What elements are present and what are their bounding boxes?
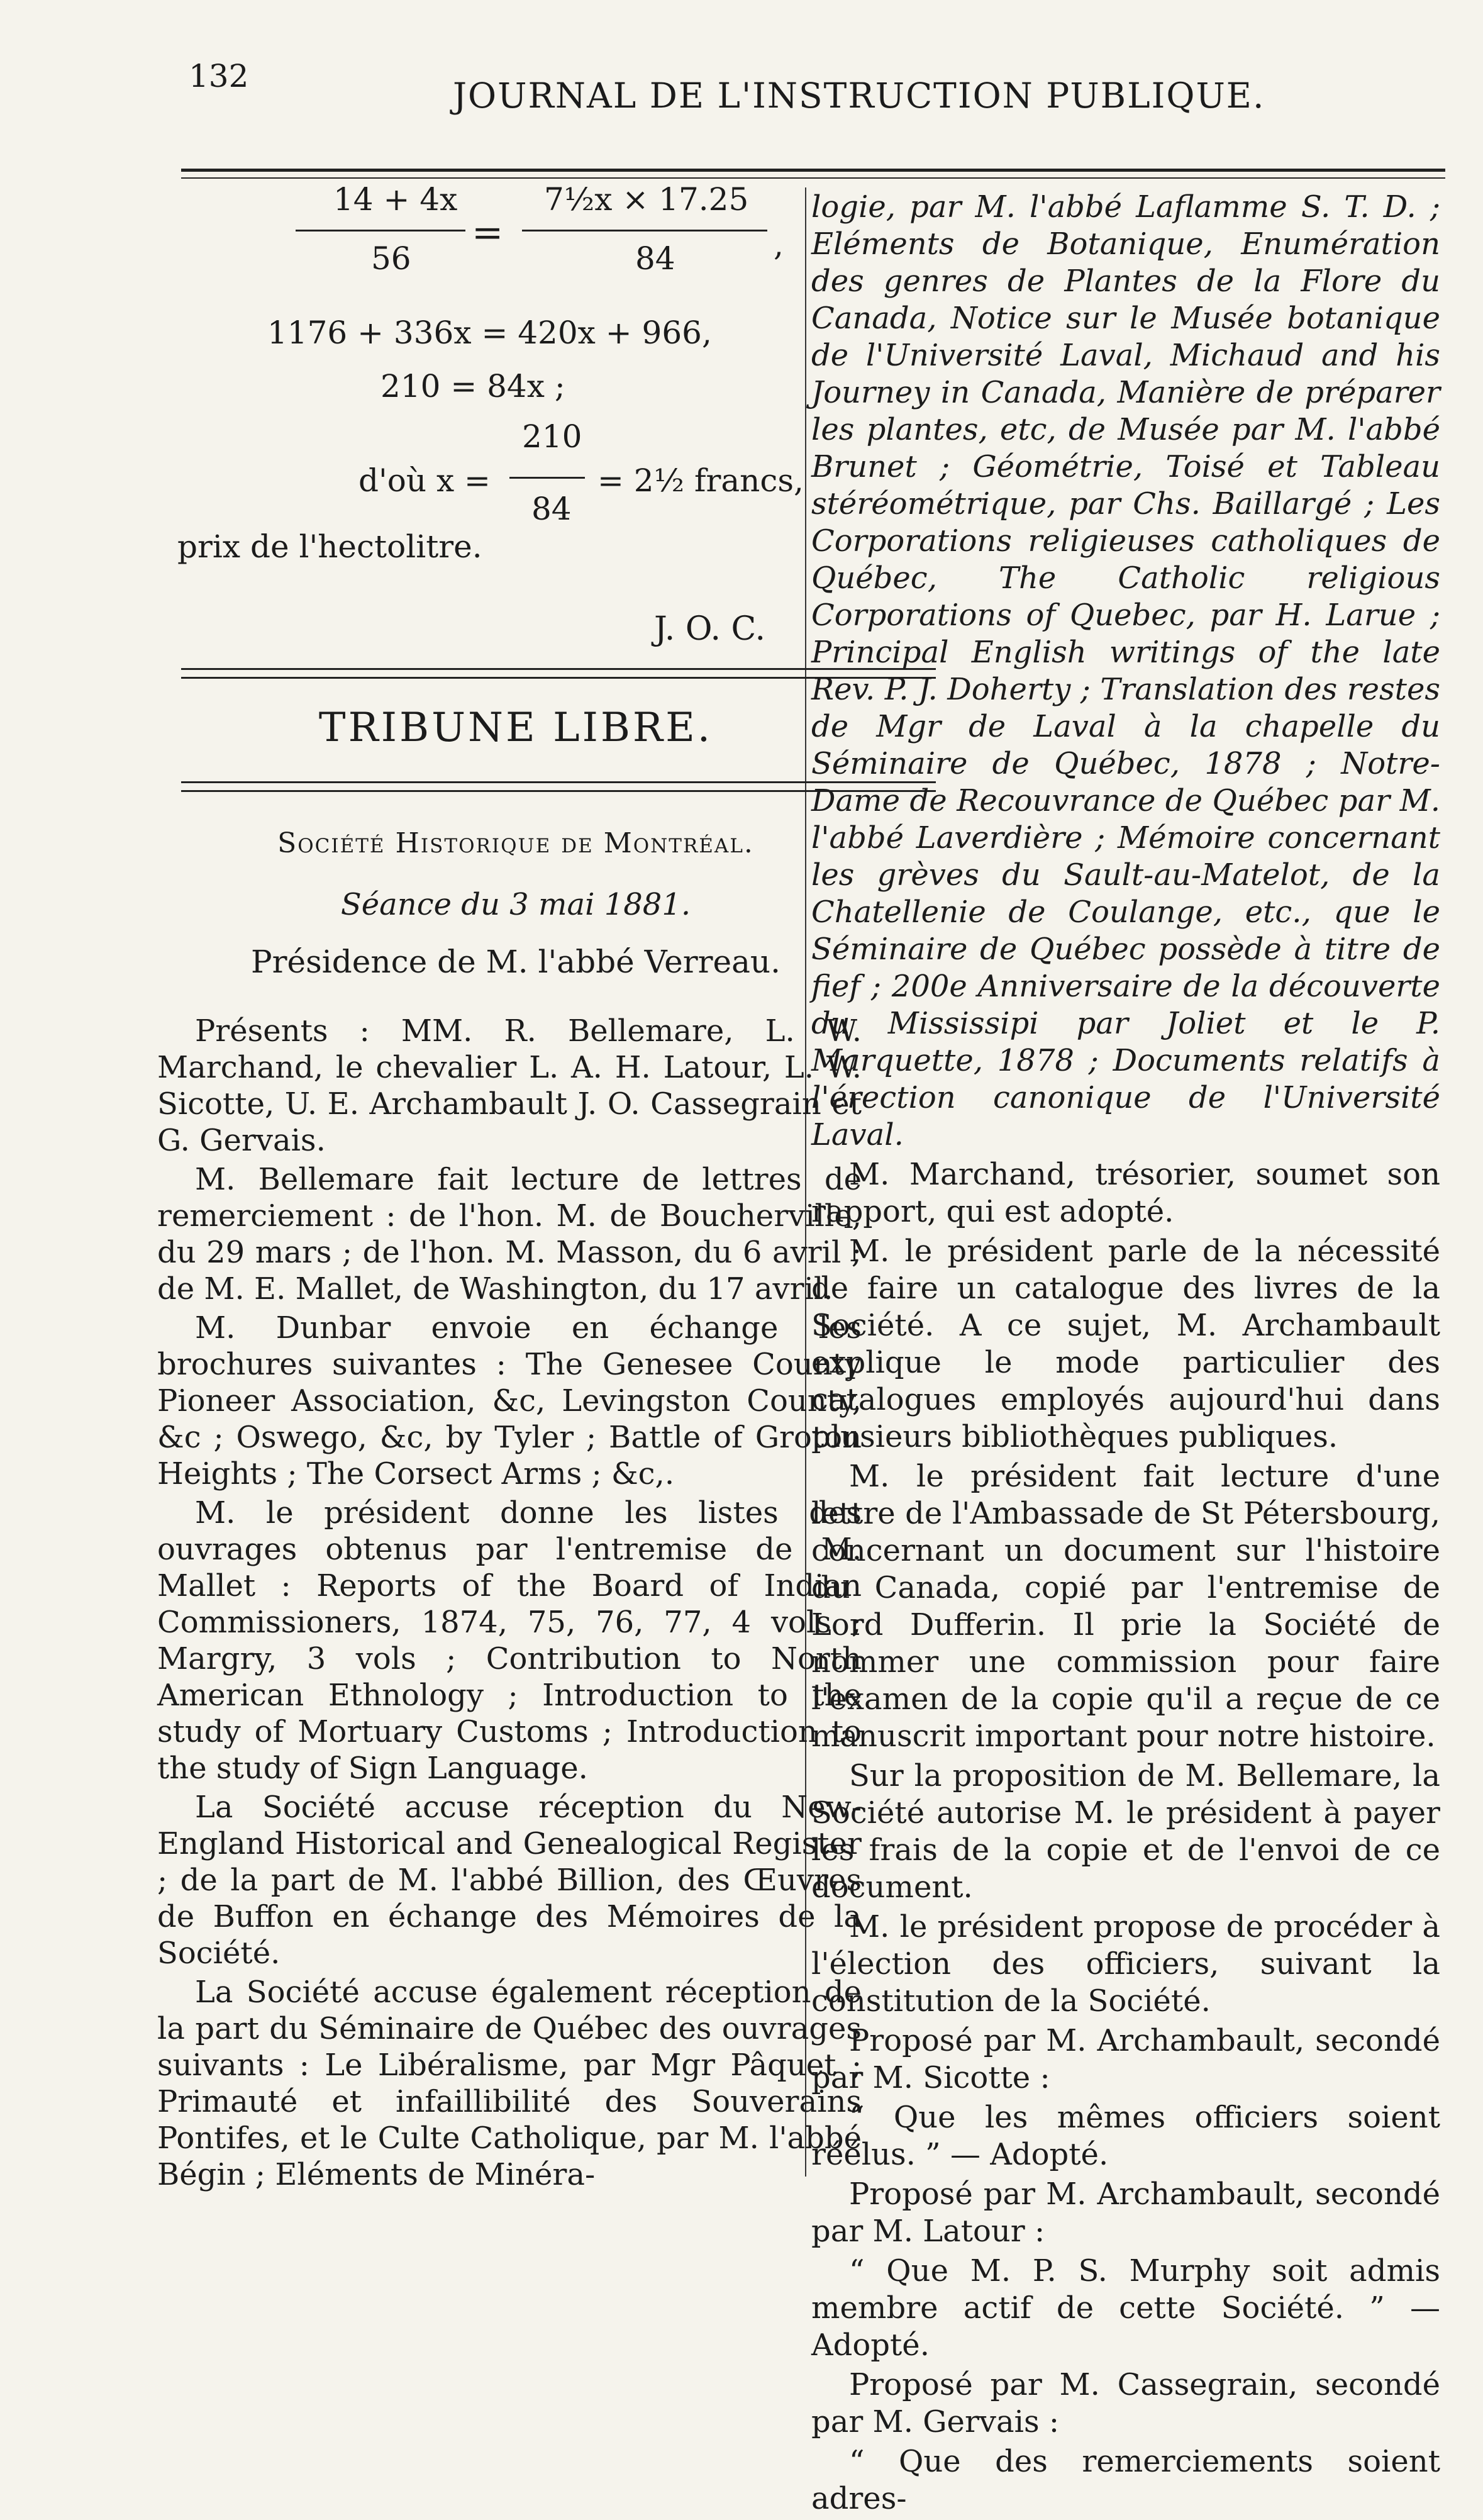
equation-rhs-denominator: 84 bbox=[635, 240, 675, 277]
paragraph: “ Que les mêmes officiers soient réélus. ” — Adopté. bbox=[811, 2100, 1440, 2172]
fraction-numerator: 210 bbox=[522, 418, 582, 455]
running-title: JOURNAL DE L'INSTRUCTION PUBLIQUE. bbox=[453, 75, 1265, 116]
signature: J. O. C. bbox=[654, 610, 765, 648]
right-body-text bbox=[811, 189, 1440, 2520]
paragraph: M. le président parle de la nécessité de faire un catalogue des livres de la Société. A ce sujet, M. Archambault explique le mode particulier des catalogues employés aujourd'hui dans plusieurs bibliothèques publiques. bbox=[811, 1234, 1440, 1454]
equation-line-4-result: = 2½ francs, bbox=[597, 462, 804, 499]
paragraph: M. le président donne les listes des ouvrages obtenus par l'entremise de M. Mallet : Reports of the Board of Indian Commissioners, 1874, 75, 76, 77, 4 vols ; Margry, 3 vols ; Contribution to North American Ethnology ; Introduction to the study of Mortuary Customs ; Introduction to the study of Sign Language. bbox=[157, 1495, 862, 1786]
paragraph: M. Bellemare fait lecture de lettres de remerciement : de l'hon. M. de Boucherville, du 29 mars ; de l'hon. M. Masson, du 6 avril ; de M. E. Mallet, de Washington, du 17 avril. bbox=[157, 1162, 862, 1307]
math-solution bbox=[145, 176, 804, 654]
fraction-bar bbox=[522, 230, 767, 231]
paragraph: M. Dunbar envoie en échange les brochures suivantes : The Genesee County Pioneer Association, &c, Levingston County, &c ; Oswego, &c, by Tyler ; Battle of Groton Heights ; The Corsect Arms ; &c,. bbox=[157, 1310, 862, 1491]
paragraph: La Société accuse également réception de la part du Séminaire de Québec des ouvrages suivants : Le Libéralisme, par Mgr Pâquet ; Primauté et infaillibilité des Souverains Pontifes, et le Culte Catholique, par M. l'abbé Bégin ; Eléments de Minéra- bbox=[157, 1975, 862, 2192]
equation-line-5: prix de l'hectolitre. bbox=[177, 528, 482, 565]
fraction-bar bbox=[509, 477, 585, 479]
paragraph: “ Que M. P. S. Murphy soit admis membre actif de cette Société. ” — Adopté. bbox=[811, 2253, 1440, 2363]
equation-rhs-numerator: 7½x × 17.25 bbox=[544, 181, 749, 218]
paragraph: La Société accuse réception du New-England Historical and Genealogical Register ; de la part de M. l'abbé Billion, des Œuvres de Buffon en échange des Mémoires de la Société. bbox=[157, 1790, 862, 1971]
paragraph: Proposé par M. Cassegrain, secondé par M. Gervais : bbox=[811, 2367, 1440, 2439]
paragraph: Présents : MM. R. Bellemare, L. W. Marchand, le chevalier L. A. H. Latour, L. W. Sicotte, U. E. Archambault J. O. Cassegrain et G. Gervais. bbox=[157, 1013, 862, 1158]
paragraph-continued: logie, par M. l'abbé Laflamme S. T. D. ; Eléments de Botanique, Enumération des genres de Plantes de la Flore du Canada, Notice sur le Musée botanique de l'Université Laval, Michaud and his Journey in Canada, Manière de préparer les plantes, etc, de Musée par M. l'abbé Brunet ; Géométrie, Toisé et Tableau stéréométrique, par Chs. Baillargé ; Les Corporations religieuses catholiques de Québec, The Catholic religious Corporations of Quebec, par H. Larue ; Principal English writings of the late Rev. P. J. Doherty ; Translation des restes de Mgr de Laval à la chapelle du Séminaire de Québec, 1878 ; Notre-Dame de Recouvrance de Québec par M. l'abbé Laverdière ; Mémoire concernant les grèves du Sault-au-Matelot, de la Chatellenie de Coulange, etc., que le Séminaire de Québec possède à titre de fief ; 200e Anniversaire de la découverte du Mississipi par Joliet et le P. Marquette, 1878 ; Documents relatifs à l'érection canonique de l'Université Laval. bbox=[811, 189, 1440, 1152]
paragraph: Sur la proposition de M. Bellemare, la Société autorise M. le président à payer les frais de la copie et de l'envoi de ce document. bbox=[811, 1758, 1440, 1905]
paragraph: Proposé par M. Archambault, secondé par M. Sicotte : bbox=[811, 2023, 1440, 2095]
page-number: 132 bbox=[189, 58, 249, 94]
equals-sign: = bbox=[472, 211, 504, 255]
session-date: Séance du 3 mai 1881. bbox=[340, 887, 691, 922]
fraction-denominator: 84 bbox=[531, 491, 572, 527]
paragraph: M. le président propose de procéder à l'élection des officiers, suivant la constitution de la Société. bbox=[811, 1909, 1440, 2019]
paragraph: M. Marchand, trésorier, soumet son rapport, qui est adopté. bbox=[811, 1157, 1440, 1229]
presidency-line: Présidence de M. l'abbé Verreau. bbox=[251, 944, 780, 980]
paragraph: Proposé par M. Archambault, secondé par M. Latour : bbox=[811, 2177, 1440, 2249]
left-body-text bbox=[157, 1013, 862, 2195]
equation-comma: , bbox=[774, 226, 784, 263]
equation-line-2: 1176 + 336x = 420x + 966, bbox=[267, 315, 712, 351]
equation-lhs-denominator: 56 bbox=[371, 240, 411, 277]
society-name: Société Historique de Montréal. bbox=[277, 827, 754, 859]
paragraph: “ Que des remerciements soient adres- bbox=[811, 2444, 1440, 2516]
paragraph: M. le président fait lecture d'une lettre de l'Ambassade de St Pétersbourg, concernant un document sur l'histoire du Canada, copié par l'entremise de Lord Dufferin. Il prie la Société de nommer une commission pour faire l'examen de la copie qu'il a reçue de ce manuscrit important pour notre histoire. bbox=[811, 1459, 1440, 1754]
equation-line-4-prefix: d'où x = bbox=[358, 462, 491, 499]
section-title: TRIBUNE LIBRE. bbox=[318, 705, 713, 751]
equation-lhs-numerator: 14 + 4x bbox=[333, 181, 458, 218]
equation-line-3: 210 = 84x ; bbox=[380, 368, 565, 404]
header-rule bbox=[181, 169, 1445, 172]
fraction-bar bbox=[296, 230, 465, 231]
